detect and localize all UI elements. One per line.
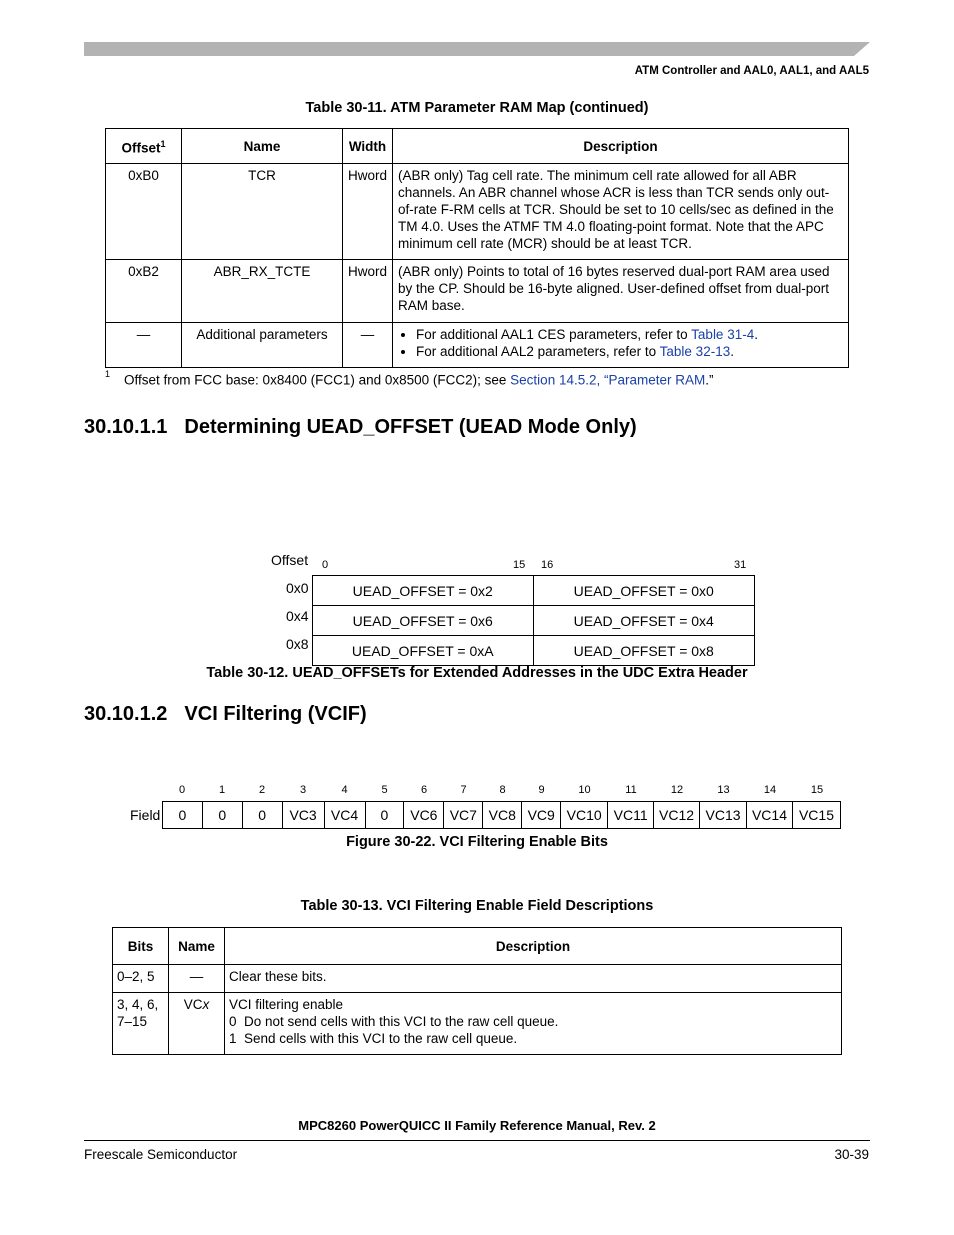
column-header-name: Name (169, 928, 225, 965)
bit-number-14: 14 (763, 784, 777, 796)
field-cell-10: VC10 (561, 802, 608, 829)
bit-number-5: 5 (381, 784, 388, 796)
header-bar (84, 42, 870, 56)
table-31-4-link[interactable]: Table 31-4 (691, 327, 755, 342)
table-row (113, 993, 842, 1055)
row-offset-0x8: 0x8 (286, 636, 309, 652)
running-head: ATM Controller and AAL0, AAL1, and AAL5 (634, 65, 869, 77)
field-cell-0: 0 (163, 802, 203, 829)
field-cell-4: VC4 (324, 802, 365, 829)
column-header-description: Description (393, 129, 849, 164)
table-row (313, 606, 755, 636)
cell-width: Hword (343, 164, 393, 260)
page-number: 30-39 (834, 1147, 869, 1162)
bit-label-31: 31 (734, 559, 747, 571)
cell-width: Hword (343, 260, 393, 323)
row-offset-0x4: 0x4 (286, 608, 309, 624)
column-header-bits: Bits (113, 928, 169, 965)
uead-cell: UEAD_OFFSET = 0x2 (313, 576, 534, 606)
uead-cell: UEAD_OFFSET = 0x0 (533, 576, 755, 606)
column-header-description: Description (225, 928, 842, 965)
bit-number-9: 9 (538, 784, 545, 796)
field-cell-15: VC15 (792, 802, 840, 829)
field-cell-12: VC12 (654, 802, 700, 829)
bit-number-1: 1 (218, 784, 226, 796)
bullet-list (398, 326, 843, 360)
bit-number-4: 4 (341, 784, 348, 796)
bit-number-7: 7 (460, 784, 467, 796)
table-header-row (106, 129, 849, 164)
section-heading-uead-offset: 30.10.1.1 Determining UEAD_OFFSET (UEAD Mode Only) (84, 416, 637, 438)
vci-field-table (162, 801, 841, 829)
table-row (106, 164, 849, 260)
table-32-13-link[interactable]: Table 32-13 (659, 344, 731, 359)
table-row (106, 323, 849, 368)
field-cell-3: VC3 (282, 802, 324, 829)
offset-label: Offset (271, 552, 309, 568)
bit-label-16: 16 (541, 559, 554, 571)
cell-bits: 3, 4, 6, 7–15 (113, 993, 169, 1055)
uead-cell: UEAD_OFFSET = 0xA (313, 636, 534, 666)
list-item: • For additional AAL1 CES parameters, refer to Table 31-4. (416, 326, 843, 343)
cell-description (393, 323, 849, 368)
cell-description: Clear these bits. (225, 965, 842, 993)
table-row (313, 636, 755, 666)
bit-number-0: 0 (178, 784, 186, 796)
field-label: Field (130, 807, 161, 823)
bit-label-0: 0 (322, 559, 329, 571)
field-cell-14: VC14 (747, 802, 793, 829)
table-30-13-caption: Table 30-13. VCI Filtering Enable Field Descriptions (300, 898, 654, 914)
cell-description: VCI filtering enable 0 Do not send cells with this VCI to the raw cell queue. 1 Send cells with this VCI to the raw cell queue. (225, 993, 842, 1055)
column-header-width: Width (343, 129, 393, 164)
bit-number-6: 6 (420, 784, 428, 796)
vci-field-descriptions-table (112, 927, 842, 1055)
bit-number-8: 8 (499, 784, 506, 796)
field-cell-5: 0 (365, 802, 404, 829)
field-cell-6: VC6 (404, 802, 444, 829)
row-offset-0x0: 0x0 (286, 580, 309, 596)
cell-name: ABR_RX_TCTE (182, 260, 343, 323)
list-item: • For additional AAL2 parameters, refer to Table 32-13. (416, 343, 843, 360)
uead-offset-table (312, 575, 755, 666)
table-row (113, 965, 842, 993)
field-cell-1: 0 (202, 802, 242, 829)
table-row (313, 576, 755, 606)
section-heading-vci-filtering: 30.10.1.2 VCI Filtering (VCIF) (84, 703, 367, 725)
bit-number-3: 3 (299, 784, 307, 796)
cell-offset: 0xB2 (106, 260, 182, 323)
cell-width: — (343, 323, 393, 368)
table-30-12-caption: Table 30-12. UEAD_OFFSETs for Extended Addresses in the UDC Extra Header (206, 665, 748, 681)
uead-cell: UEAD_OFFSET = 0x6 (313, 606, 534, 636)
cell-description: (ABR only) Tag cell rate. The minimum cell rate allowed for all ABR channels. An ABR channel whose ACR is less than TCR sends only out-of-rate F-RM cells at TCR. Should be set to 10 cells/sec as defined in the TM 4.0. Uses the ATMF TM 4.0 floating-point format. Note that the APC minimum cell rate (MCR) should be at least TCR. (393, 164, 849, 260)
cell-name: TCR (182, 164, 343, 260)
bit-number-11: 11 (625, 784, 637, 796)
footer-company: Freescale Semiconductor (84, 1147, 238, 1162)
bit-number-2: 2 (258, 784, 266, 796)
column-header-offset: Offset$^1$ (106, 129, 182, 164)
cell-description: (ABR only) Points to total of 16 bytes reserved dual-port RAM area used by the CP. Should be 16-byte aligned. User-defined offset from dual-port RAM base. (393, 260, 849, 323)
table-row (163, 802, 841, 829)
bit-number-row (162, 784, 841, 798)
parameter-ram-table (105, 128, 849, 368)
cell-name: Additional parameters (182, 323, 343, 368)
bit-label-15: 15 (513, 559, 526, 571)
table-30-11-caption: Table 30-11. ATM Parameter RAM Map (continued) (305, 100, 649, 116)
cell-name: — (169, 965, 225, 993)
bit-number-13: 13 (717, 784, 730, 796)
field-cell-8: VC8 (483, 802, 522, 829)
field-cell-7: VC7 (444, 802, 483, 829)
footer-divider (84, 1140, 870, 1141)
bit-number-10: 10 (578, 784, 591, 796)
cell-bits: 0–2, 5 (113, 965, 169, 993)
section-14-5-2-link[interactable]: Section 14.5.2, “Parameter RAM (510, 372, 706, 388)
field-cell-13: VC13 (700, 802, 747, 829)
bit-number-12: 12 (670, 784, 684, 796)
table-header-row (113, 928, 842, 965)
table-footnote: $^1$ Offset from FCC base: 0x8400 (FCC1) and 0x8500 (FCC2); see Section 14.5.2, “Parameter RAM.” (105, 369, 714, 388)
uead-cell: UEAD_OFFSET = 0x8 (533, 636, 755, 666)
field-cell-9: VC9 (522, 802, 561, 829)
uead-cell: UEAD_OFFSET = 0x4 (533, 606, 755, 636)
cell-name: VCx (169, 993, 225, 1055)
field-cell-11: VC11 (608, 802, 654, 829)
bit-number-15: 15 (810, 784, 824, 796)
figure-30-22-caption: Figure 30-22. VCI Filtering Enable Bits (346, 834, 608, 850)
cell-offset: 0xB0 (106, 164, 182, 260)
cell-offset: — (106, 323, 182, 368)
field-cell-2: 0 (242, 802, 282, 829)
column-header-name: Name (182, 129, 343, 164)
table-row (106, 260, 849, 323)
footer-manual-title: MPC8260 PowerQUICC II Family Reference Manual, Rev. 2 (298, 1118, 656, 1133)
